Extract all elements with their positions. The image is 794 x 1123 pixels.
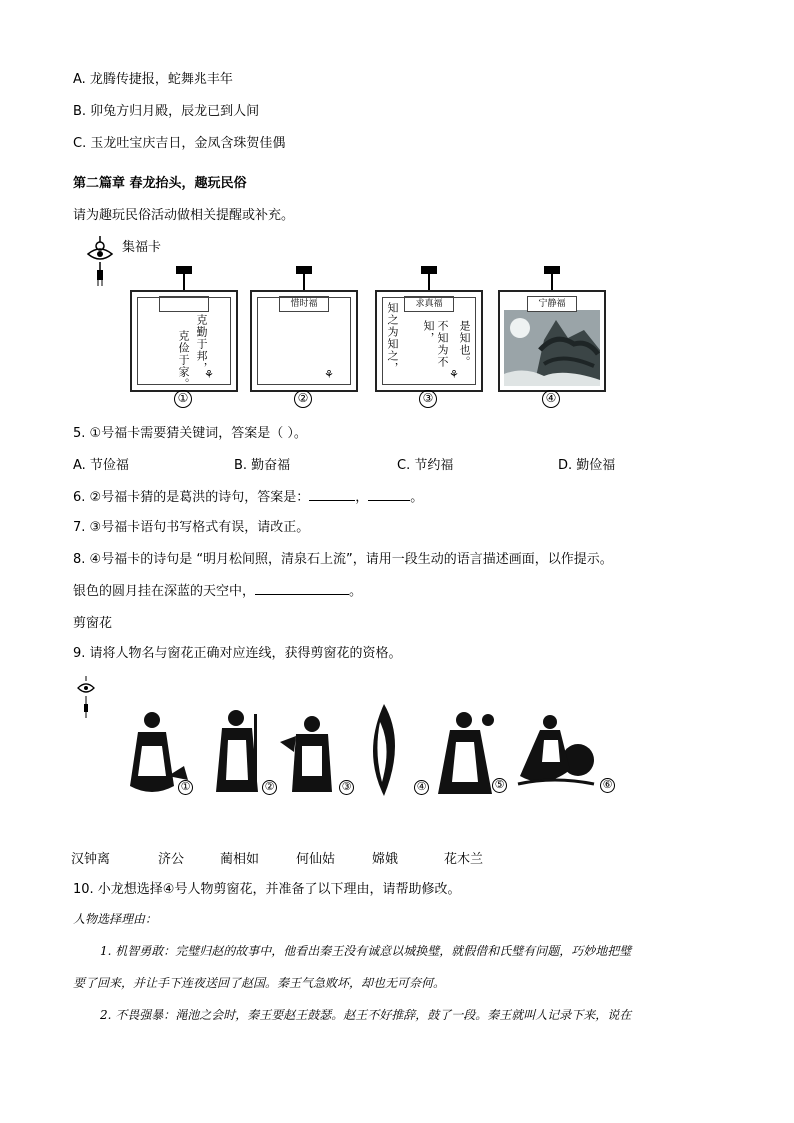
answer-blank[interactable] bbox=[309, 488, 355, 501]
jifuka-heading: 集福卡 bbox=[122, 240, 162, 255]
section-title: 第二篇章 春龙抬头，趣玩民俗 bbox=[73, 176, 247, 191]
card-line: 克俭于家。 bbox=[177, 330, 190, 390]
q5-option-b: B. 勤奋福 bbox=[234, 458, 291, 473]
figure-number: ⑥ bbox=[600, 778, 615, 793]
q6-stem: 6. ②号福卡猜的是葛洪的诗句，答案是： bbox=[73, 490, 310, 505]
option-a: A. 龙腾传捷报，蛇舞兆丰年 bbox=[73, 72, 233, 87]
fu-card-4 bbox=[498, 264, 606, 406]
q6-line bbox=[73, 486, 423, 505]
card-line: 知之为知之， bbox=[386, 302, 399, 374]
figure-number: ③ bbox=[339, 780, 354, 795]
cloud-seal-icon: ⚘ bbox=[324, 368, 334, 381]
cloud-seal-icon: ⚘ bbox=[204, 368, 214, 381]
q5-option-a: A. 节俭福 bbox=[73, 458, 129, 473]
reason-paragraph-2: 2. 不畏强暴：渑池之会时，秦王要赵王鼓瑟。赵王不好推辞，鼓了一段。秦王就叫人记录下来，说在 bbox=[100, 1008, 632, 1022]
card-label: 宁静福 bbox=[527, 296, 577, 312]
answer-blank[interactable] bbox=[255, 582, 349, 595]
hanger-icon bbox=[542, 264, 562, 292]
card-number: ② bbox=[294, 390, 312, 408]
name-jigong: 济公 bbox=[158, 852, 185, 867]
answer-blank[interactable] bbox=[368, 488, 410, 501]
name-hanzhongli: 汉钟离 bbox=[71, 852, 111, 867]
q5-stem: 5. ①号福卡需要猜关键词，答案是（ ）。 bbox=[73, 426, 307, 441]
q9-stem: 9. 请将人物名与窗花正确对应连线，获得剪窗花的资格。 bbox=[73, 646, 402, 661]
papercut-figure-5 bbox=[434, 706, 498, 798]
q8-answer-line bbox=[73, 580, 362, 599]
q10-stem: 10. 小龙想选择④号人物剪窗花，并准备了以下理由，请帮助修改。 bbox=[73, 882, 461, 897]
card-line: 是知也。 bbox=[458, 320, 471, 368]
q8-answer-end: 。 bbox=[349, 584, 363, 599]
q5-option-d: D. 勤俭福 bbox=[558, 458, 616, 473]
name-change: 嫦娥 bbox=[372, 852, 399, 867]
card-label bbox=[159, 296, 209, 312]
chinese-knot-icon bbox=[82, 236, 118, 288]
fu-card-3 bbox=[375, 264, 483, 406]
q7-stem: 7. ③号福卡语句书写格式有误，请改正。 bbox=[73, 520, 310, 535]
card-label: 惜时福 bbox=[279, 296, 329, 312]
papercut-figure-3 bbox=[278, 712, 342, 798]
card-line: 不知为不知， bbox=[422, 320, 449, 368]
figure-number: ⑤ bbox=[492, 778, 507, 793]
card-number: ④ bbox=[542, 390, 560, 408]
q6-separator: ， bbox=[355, 490, 369, 505]
reason-paragraph-1: 1. 机智勇敢：完璧归赵的故事中，他看出秦王没有诚意以城换璧，就假借和氏璧有问题，巧妙地把璧 bbox=[100, 944, 632, 958]
q8-stem: 8. ④号福卡的诗句是 “明月松间照，清泉石上流”，请用一段生动的语言描述画面，以作提示。 bbox=[73, 552, 613, 567]
papercut-figure-4 bbox=[362, 702, 406, 798]
hanger-icon bbox=[174, 264, 194, 292]
option-c: C. 玉龙吐宝庆吉日，金凤含珠贺佳偶 bbox=[73, 136, 286, 151]
figure-number: ② bbox=[262, 780, 277, 795]
section-intro: 请为趣玩民俗活动做相关提醒或补充。 bbox=[73, 208, 295, 223]
reason-title: 人物选择理由： bbox=[73, 912, 158, 926]
card-line: 克勤于邦， bbox=[195, 314, 208, 374]
jianchuanghua-heading: 剪窗花 bbox=[73, 616, 113, 631]
name-huamulan: 花木兰 bbox=[444, 852, 484, 867]
fu-card-2 bbox=[250, 264, 358, 406]
hanger-icon bbox=[419, 264, 439, 292]
figure-number: ① bbox=[178, 780, 193, 795]
figure-number: ④ bbox=[414, 780, 429, 795]
papercut-figures bbox=[118, 706, 618, 802]
q5-option-c: C. 节约福 bbox=[397, 458, 454, 473]
q6-end: 。 bbox=[410, 490, 424, 505]
fu-card-1 bbox=[130, 264, 238, 406]
card-number: ③ bbox=[419, 390, 437, 408]
card-number: ① bbox=[174, 390, 192, 408]
reason-paragraph-1-cont: 要了回来，并让手下连夜送回了赵国。秦王气急败坏，却也无可奈何。 bbox=[73, 976, 446, 990]
name-hexiangu: 何仙姑 bbox=[296, 852, 336, 867]
chinese-knot-icon bbox=[76, 676, 96, 718]
q8-answer-prefix: 银色的圆月挂在深蓝的天空中， bbox=[73, 584, 256, 599]
moon-pine-painting bbox=[504, 310, 600, 386]
card-label: 求真福 bbox=[404, 296, 454, 312]
hanger-icon bbox=[294, 264, 314, 292]
cloud-seal-icon: ⚘ bbox=[449, 368, 459, 381]
name-linxiangru: 蔺相如 bbox=[220, 852, 260, 867]
option-b: B. 卯兔方归月殿，辰龙已到人间 bbox=[73, 104, 260, 119]
papercut-figure-2 bbox=[208, 706, 268, 798]
papercut-figure-6 bbox=[514, 710, 598, 794]
